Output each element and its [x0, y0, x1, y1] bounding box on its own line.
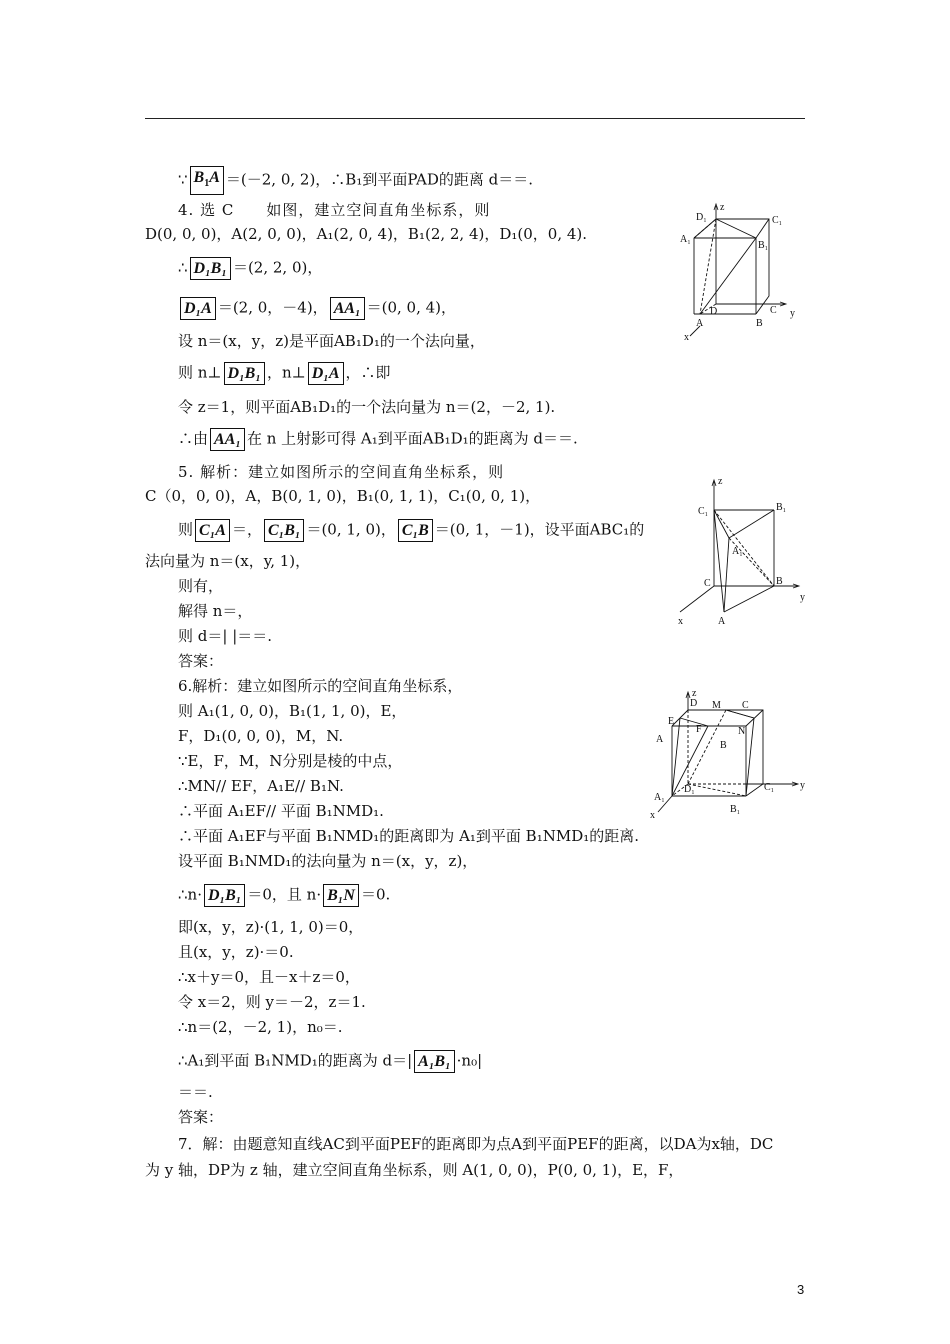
text-line: ∴平面 A₁EF// 平面 B₁NMD₁. [178, 802, 384, 820]
svg-text:x: x [684, 332, 689, 343]
svg-text:B₁: B₁ [776, 502, 787, 513]
text-line: 令 z＝1，则平面AB₁D₁的一个法向量为 n＝(2，－2, 1). [178, 398, 556, 416]
text: ∵ [178, 170, 188, 189]
vector-box: A₁B₁ [414, 1050, 455, 1073]
text-line: 则 C₁A ＝， C₁B₁ ＝(0, 1, 0)， C₁B ＝(0, 1，－1)，设平面ABC₁的 [178, 519, 644, 542]
text-line: 则有， [178, 577, 224, 595]
svg-text:B: B [720, 740, 727, 751]
svg-text:A₁: A₁ [732, 546, 743, 557]
text-line: 为 y 轴，DP为 z 轴，建立空间直角坐标系，则 A(1, 0, 0)，P(0, 0, 1)，E，F， [145, 1161, 684, 1179]
vector-box: C₁A [195, 519, 230, 542]
svg-text:z: z [720, 202, 725, 213]
svg-text:B: B [776, 576, 783, 587]
svg-text:y: y [800, 780, 805, 791]
vector-box: C₁B [398, 519, 433, 542]
svg-text:A₁: A₁ [680, 234, 691, 245]
svg-text:C₁: C₁ [698, 506, 709, 517]
svg-text:E: E [668, 716, 675, 727]
header-rule [145, 118, 805, 119]
svg-text:D: D [690, 698, 698, 709]
text-line: ∴平面 A₁EF与平面 B₁NMD₁的距离即为 A₁到平面 B₁NMD₁的距离. [178, 827, 640, 845]
svg-text:z: z [692, 688, 697, 699]
text-line: 则 d＝| |＝＝. [178, 627, 273, 645]
svg-text:B: B [756, 318, 763, 329]
svg-text:M: M [712, 700, 721, 711]
vector-box: AA₁ [330, 297, 365, 320]
vector-box: D₁A [180, 297, 216, 320]
vector-box: D₁B₁ [204, 884, 245, 907]
text-line: ∵E，F，M，N分别是棱的中点， [178, 752, 403, 770]
cube-figure-6 [648, 686, 808, 822]
svg-text:A₁: A₁ [654, 792, 665, 803]
svg-text:F: F [696, 724, 702, 735]
text-line: ∴n＝(2，－2, 1)，n₀＝. [178, 1018, 343, 1036]
vector-box: B₁N [323, 884, 359, 907]
text-line: 答案： [178, 1108, 224, 1126]
text-line: F，D₁(0, 0, 0)，M，N. [178, 727, 344, 745]
svg-text:B₁: B₁ [730, 804, 741, 815]
text-line: D(0, 0, 0)，A(2, 0, 0)，A₁(2, 0, 4)，B₁(2, 2, 4)，D₁(0，0, 4). [145, 225, 588, 243]
text-line: 答案： [178, 652, 224, 670]
svg-text:x: x [678, 616, 683, 627]
text-line: 4. 选 C 如图，建立空间直角坐标系，则 [178, 201, 491, 219]
text-line: ＝＝. [178, 1083, 213, 1101]
text-line: 5. 解析：建立如图所示的空间直角坐标系，则 [178, 463, 505, 481]
svg-text:x: x [650, 810, 655, 821]
svg-text:D₁: D₁ [696, 212, 707, 223]
svg-text:D: D [710, 306, 718, 317]
text-line: 设 n＝(x，y，z)是平面AB₁D₁的一个法向量， [178, 332, 485, 350]
text-line: C（0，0, 0)，A，B(0, 1, 0)，B₁(0, 1, 1)，C₁(0, 0, 1)， [145, 487, 541, 505]
svg-text:C₁: C₁ [764, 782, 775, 793]
text-line: ∴n· D₁B₁ ＝0，且 n· B₁N ＝0. [178, 884, 390, 907]
svg-text:D₁: D₁ [684, 784, 695, 795]
text-line: 6.解析：建立如图所示的空间直角坐标系， [178, 677, 463, 695]
svg-text:C: C [704, 578, 711, 589]
svg-text:y: y [800, 592, 805, 603]
text-line: ∴x＋y＝0，且－x＋z＝0， [178, 968, 360, 986]
text-line: 设平面 B₁NMD₁的法向量为 n＝(x，y，z)， [178, 852, 478, 870]
svg-text:A: A [718, 616, 726, 627]
vector-box: $B_1A$ [190, 166, 224, 195]
vector-box: D₁A [308, 362, 344, 385]
svg-text:C: C [770, 305, 777, 316]
text-line: 则 A₁(1, 0, 0)，B₁(1, 1, 0)，E， [178, 702, 407, 720]
svg-text:C₁: C₁ [772, 215, 783, 226]
page-number: 3 [797, 1282, 805, 1297]
prism-figure-5 [674, 472, 812, 632]
cube-figure-4 [676, 198, 808, 343]
vector-box: D₁B₁ [224, 362, 265, 385]
svg-text:y: y [790, 308, 795, 319]
svg-text:z: z [718, 476, 723, 487]
text-line: ∴ D₁B₁ ＝(2, 2, 0)， [178, 257, 322, 280]
text-line [178, 166, 533, 195]
vector-box: D₁B₁ [190, 257, 231, 280]
text-line: 则 n⊥ D₁B₁ ，n⊥ D₁A ，∴即 [178, 362, 391, 385]
vector-box: C₁B₁ [264, 519, 305, 542]
vector-box: AA₁ [210, 428, 245, 451]
svg-text:A: A [696, 318, 704, 329]
text-line: 法向量为 n＝(x，y, 1)， [145, 552, 311, 570]
svg-text:N: N [738, 726, 746, 737]
text-line: 即(x，y，z)·(1, 1, 0)＝0， [178, 918, 364, 936]
svg-text:A: A [656, 734, 664, 745]
text: ＝(－2, 0, 2)，∴B₁到平面PAD的距离 d＝＝. [225, 170, 534, 189]
text-line: ∴MN// EF，A₁E// B₁N. [178, 777, 344, 795]
text-line: D₁A ＝(2, 0，－4)， AA₁ ＝(0, 0, 4)， [178, 297, 456, 320]
text-line: ∴由 AA₁ 在 n 上射影可得 A₁到平面AB₁D₁的距离为 d＝＝. [178, 428, 578, 451]
text-line: 7．解：由题意知直线AC到平面PEF的距离即为点A到平面PEF的距离，以DA为x轴，DC [178, 1135, 774, 1153]
svg-text:B₁: B₁ [758, 240, 769, 251]
text-line: 解得 n＝， [178, 602, 253, 620]
text-line: 且(x，y，z)·＝0. [178, 943, 294, 961]
text-line: ∴A₁到平面 B₁NMD₁的距离为 d＝| A₁B₁ ·n₀| [178, 1050, 482, 1073]
svg-text:C: C [742, 700, 749, 711]
text-line: 令 x＝2，则 y＝－2，z＝1. [178, 993, 366, 1011]
